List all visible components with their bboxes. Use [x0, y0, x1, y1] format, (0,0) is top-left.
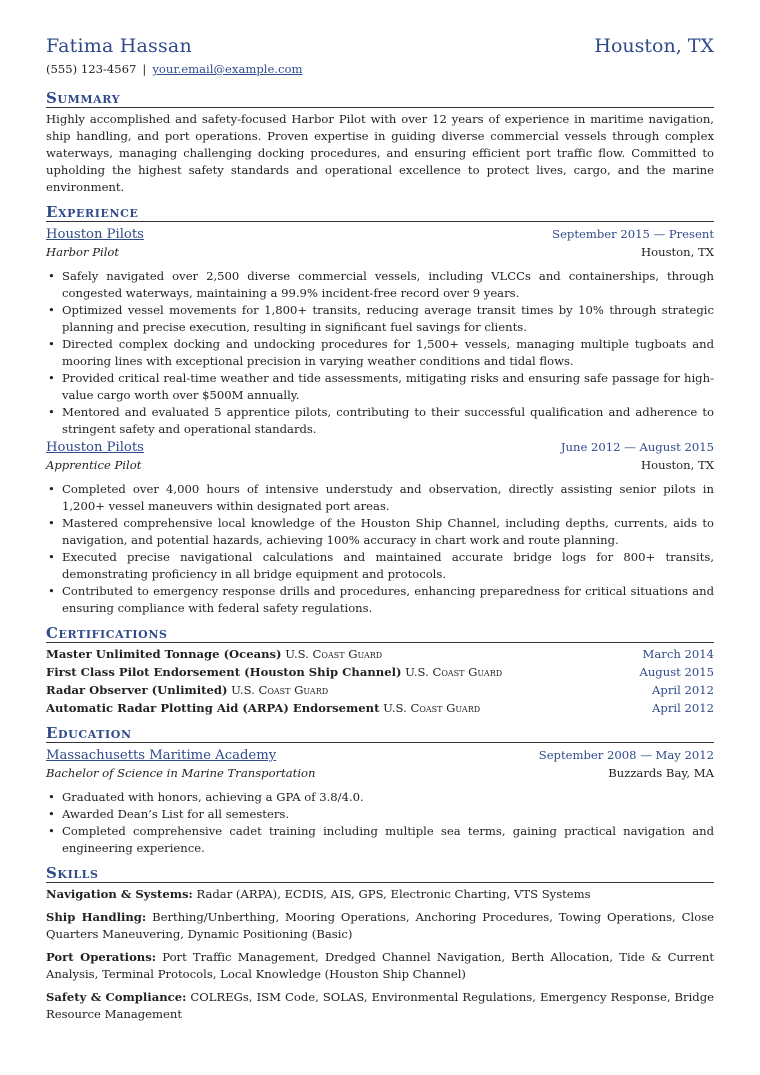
- education-dates: September 2008 — May 2012: [538, 748, 714, 762]
- job-entry: [46, 226, 714, 438]
- skills-list: [46, 886, 714, 1023]
- certification-name: First Class Pilot Endorsement (Houston Ship Channel): [46, 665, 402, 679]
- skill-row: [46, 949, 714, 983]
- skill-row: [46, 909, 714, 943]
- education-bullet: • Graduated with honors, achieving a GPA of 3.8/4.0.: [62, 789, 714, 806]
- certification-date: March 2014: [642, 647, 714, 661]
- summary-heading: Summary: [46, 90, 714, 108]
- skill-category: Ship Handling:: [46, 910, 147, 924]
- education-location: Buzzards Bay, MA: [608, 766, 714, 780]
- job-organization[interactable]: Houston Pilots: [46, 440, 144, 455]
- certification-issuer: U.S. Coast Guard: [231, 683, 329, 697]
- job-entry: [46, 439, 714, 617]
- skill-row: [46, 989, 714, 1023]
- job-bullets: [46, 481, 714, 617]
- candidate-name: Fatima Hassan: [46, 35, 192, 57]
- certification-name: Master Unlimited Tonnage (Oceans): [46, 647, 282, 661]
- education-bullet: • Awarded Dean’s List for all semesters.: [62, 806, 714, 823]
- experience-heading: Experience: [46, 204, 714, 222]
- skill-text: Berthing/Unberthing, Mooring Operations, Anchoring Procedures, Towing Operations, Close Quarters Maneuvering, Dynamic Positioning (Basic): [46, 910, 714, 941]
- school-name[interactable]: Massachusetts Maritime Academy: [46, 748, 277, 763]
- skill-category: Port Operations:: [46, 950, 157, 964]
- certifications-list: [46, 646, 714, 717]
- job-bullet: • Mastered comprehensive local knowledge of the Houston Ship Channel, including depths, currents, aids to navigation, and potential hazards, achieving 100% accuracy in chart work and route planning.: [62, 515, 714, 549]
- certification-row: [46, 664, 714, 681]
- job-bullet: • Contributed to emergency response drills and procedures, enhancing preparedness for critical situations and ensuring compliance with federal safety regulations.: [62, 583, 714, 617]
- resume-header: [46, 35, 714, 57]
- certification-row: [46, 682, 714, 699]
- job-bullet: • Optimized vessel movements for 1,800+ transits, reducing average transit times by 10% through strategic planning and precise execution, resulting in significant fuel savings for clients.: [62, 302, 714, 336]
- job-role: Apprentice Pilot: [46, 458, 142, 472]
- education-entry: [46, 747, 714, 857]
- skill-category: Navigation & Systems:: [46, 887, 193, 901]
- education-bullet: • Completed comprehensive cadet training including multiple sea terms, gaining practical navigation and engineering experience.: [62, 823, 714, 857]
- job-location: Houston, TX: [641, 245, 714, 259]
- certification-row: [46, 700, 714, 717]
- job-bullet: • Provided critical real-time weather and tide assessments, mitigating risks and ensuring safe passage for high-value cargo worth over $500M annually.: [62, 370, 714, 404]
- summary-text: Highly accomplished and safety-focused Harbor Pilot with over 12 years of experience in maritime navigation, ship handling, and port operations. Proven expertise in guiding diverse commercial vessels through complex waterways, managing challenging docking procedures, and ensuring efficient port traffic flow. Committed to upholding the highest safety standards and operational excellence to protect lives, cargo, and the marine environment.: [46, 112, 714, 194]
- certification-issuer: U.S. Coast Guard: [405, 665, 503, 679]
- job-role: Harbor Pilot: [46, 245, 120, 259]
- job-bullet: • Safely navigated over 2,500 diverse commercial vessels, including VLCCs and containerships, through congested waterways, maintaining a 99.9% incident-free record over 9 years.: [62, 268, 714, 302]
- skill-category: Safety & Compliance:: [46, 990, 187, 1004]
- degree: Bachelor of Science in Marine Transportation: [46, 766, 316, 780]
- education-bullets: [46, 789, 714, 857]
- skill-text: Radar (ARPA), ECDIS, AIS, GPS, Electronic Charting, VTS Systems: [196, 887, 591, 901]
- certification-issuer: U.S. Coast Guard: [285, 647, 383, 661]
- skills-heading: Skills: [46, 865, 714, 883]
- job-bullet: • Executed precise navigational calculations and maintained accurate bridge logs for 800+ transits, demonstrating proficiency in all bridge equipment and protocols.: [62, 549, 714, 583]
- certification-name: Radar Observer (Unlimited): [46, 683, 228, 697]
- certifications-heading: Certifications: [46, 625, 714, 643]
- phone-number: (555) 123-4567: [46, 62, 137, 76]
- certification-date: April 2012: [652, 701, 714, 715]
- contact-separator: |: [142, 62, 147, 76]
- job-location: Houston, TX: [641, 458, 714, 472]
- certification-date: April 2012: [652, 683, 714, 697]
- skill-text: Port Traffic Management, Dredged Channel Navigation, Berth Allocation, Tide & Current Analysis, Terminal Protocols, Local Knowledge (Houston Ship Channel): [46, 950, 715, 981]
- certification-date: August 2015: [639, 665, 714, 679]
- job-dates: September 2015 — Present: [552, 227, 714, 241]
- job-organization[interactable]: Houston Pilots: [46, 227, 144, 242]
- job-bullet: • Completed over 4,000 hours of intensive understudy and observation, directly assisting senior pilots in 1,200+ vessel maneuvers within designated port areas.: [62, 481, 714, 515]
- candidate-location: Houston, TX: [594, 35, 714, 57]
- job-dates: June 2012 — August 2015: [560, 440, 714, 454]
- email-link[interactable]: your.email@example.com: [152, 62, 303, 76]
- job-bullet: • Directed complex docking and undocking procedures for 1,500+ vessels, managing multiple tugboats and mooring lines with exceptional precision in varying weather conditions and tidal flows.: [62, 336, 714, 370]
- contact-line: [46, 61, 714, 78]
- certification-row: [46, 646, 714, 663]
- education-heading: Education: [46, 725, 714, 743]
- skill-text: COLREGs, ISM Code, SOLAS, Environmental Regulations, Emergency Response, Bridge Resource Management: [46, 990, 715, 1021]
- certification-issuer: U.S. Coast Guard: [383, 701, 481, 715]
- job-bullet: • Mentored and evaluated 5 apprentice pilots, contributing to their successful qualification and adherence to stringent safety and operational standards.: [62, 404, 714, 438]
- job-bullets: [46, 268, 714, 438]
- certification-name: Automatic Radar Plotting Aid (ARPA) Endorsement: [46, 701, 380, 715]
- skill-row: [46, 886, 714, 903]
